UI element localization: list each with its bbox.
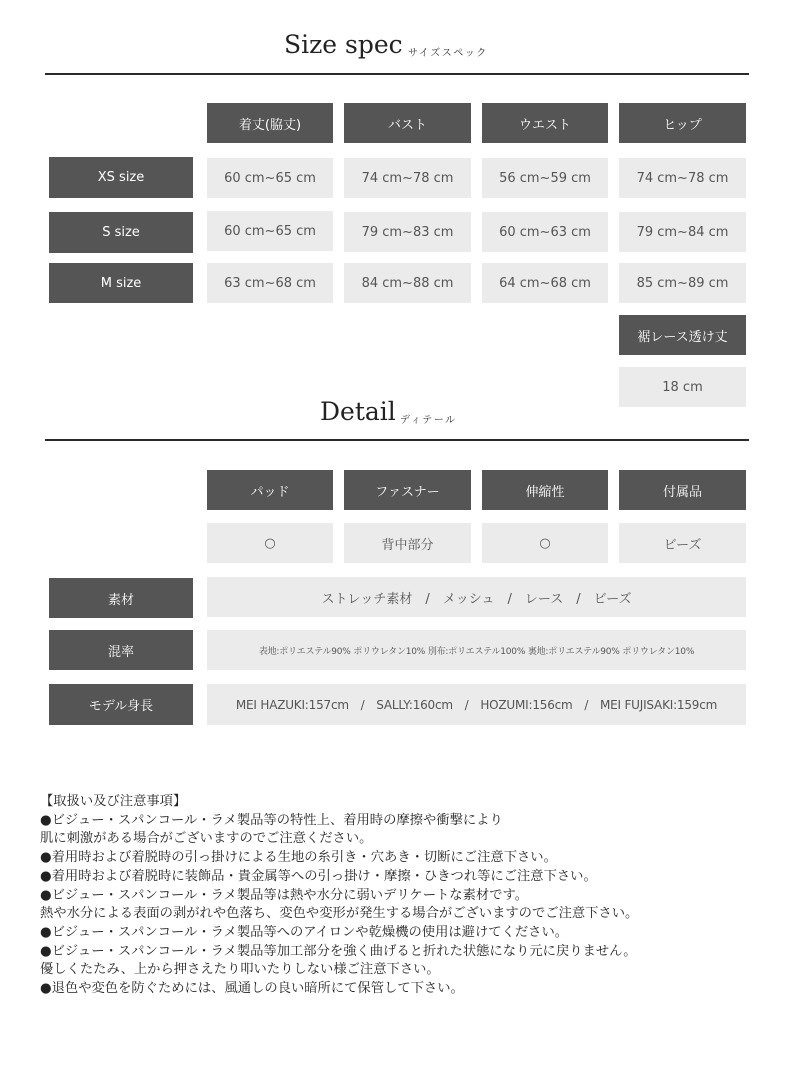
care-note-line: ●ビジュー・スパンコール・ラメ製品等は熱や水分に弱いデリケートな素材です。 [40,887,529,903]
size-spec-title: Size spec [284,30,403,59]
detail-value-accessories: ビーズ [619,523,746,563]
care-note-line: 優しくたたみ、上から押さえたり叩いたりしない様ご注意下さい。 [40,962,440,978]
size-col-header-waist: ウエスト [482,103,608,143]
size-xs-bust: 74 cm~78 cm [344,158,471,198]
care-note-line: ●ビジュー・スパンコール・ラメ製品等へのアイロンや乾燥機の使用は避けてください。 [40,924,569,940]
detail-col-header-stretch: 伸縮性 [482,470,608,510]
detail-divider [45,439,749,441]
size-spec-subtitle: サイズスペック [408,48,488,59]
detail-col-header-zipper: ファスナー [344,470,471,510]
size-s-length: 60 cm~65 cm [207,211,333,251]
care-note-line: ●ビジュー・スパンコール・ラメ製品等加工部分を強く曲げると折れた状態になり元に戻りません。 [40,943,637,959]
size-row-label-s: S size [49,212,193,253]
detail-row-value-composition: 表地:ポリエステル90% ポリウレタン10% 別布:ポリエステル100% 裏地:ポリエステル90% ポリウレタン10% [207,630,746,670]
size-s-waist: 60 cm~63 cm [482,212,608,252]
size-m-length: 63 cm~68 cm [207,263,333,303]
care-note-line: 肌に刺激がある場合がございますのでご注意ください。 [40,831,373,847]
size-col-header-bust: バスト [344,103,471,143]
size-extra-value: 18 cm [619,367,746,407]
size-s-hip: 79 cm~84 cm [619,212,746,252]
size-row-label-m: M size [49,263,193,303]
detail-row-label-composition: 混率 [49,630,193,670]
size-col-header-hip: ヒップ [619,103,746,143]
care-note-line: ●退色や変色を防ぐためには、風通しの良い暗所にて保管して下さい。 [40,981,464,997]
size-row-label-xs: XS size [49,157,193,198]
care-note-line: ●着用時および着脱時に装飾品・貴金属等への引っ掛け・摩擦・ひきつれ等にご注意下さい。 [40,868,597,884]
size-s-bust: 79 cm~83 cm [344,212,471,252]
care-note-line: ●ビジュー・スパンコール・ラメ製品等の特性上、着用時の摩擦や衝撃により [40,812,503,828]
size-spec-divider [45,73,749,75]
size-xs-waist: 56 cm~59 cm [482,158,608,198]
detail-title: Detail [320,397,396,426]
detail-row-label-material: 素材 [49,578,193,618]
detail-col-header-pad: パッド [207,470,333,510]
size-xs-hip: 74 cm~78 cm [619,158,746,198]
detail-col-header-accessories: 付属品 [619,470,746,510]
detail-subtitle: ディテール [400,415,457,426]
detail-row-value-material: ストレッチ素材 / メッシュ / レース / ビーズ [207,577,746,617]
size-extra-header: 裾レース透け丈 [619,315,746,355]
care-notes [40,793,780,999]
size-m-waist: 64 cm~68 cm [482,263,608,303]
size-m-hip: 85 cm~89 cm [619,263,746,303]
care-note-line: ●着用時および着脱時の引っ掛けによる生地の糸引き・穴あき・切断にご注意下さい。 [40,850,557,866]
size-col-header-length: 着丈(脇丈) [207,103,333,143]
detail-row-label-model-height: モデル身長 [49,684,193,725]
detail-value-pad: ○ [207,523,333,563]
care-notes-heading: 【取扱い及び注意事項】 [40,794,187,809]
size-xs-length: 60 cm~65 cm [207,158,333,198]
detail-value-stretch: ○ [482,523,608,563]
size-m-bust: 84 cm~88 cm [344,263,471,303]
detail-row-value-model-height: MEI HAZUKI:157cm / SALLY:160cm / HOZUMI:156cm / MEI FUJISAKI:159cm [207,684,746,725]
care-note-line: 熱や水分による表面の剥がれや色落ち、変色や変形が発生する場合がございますのでご注意下さい。 [40,906,639,922]
detail-value-zipper: 背中部分 [344,523,471,563]
